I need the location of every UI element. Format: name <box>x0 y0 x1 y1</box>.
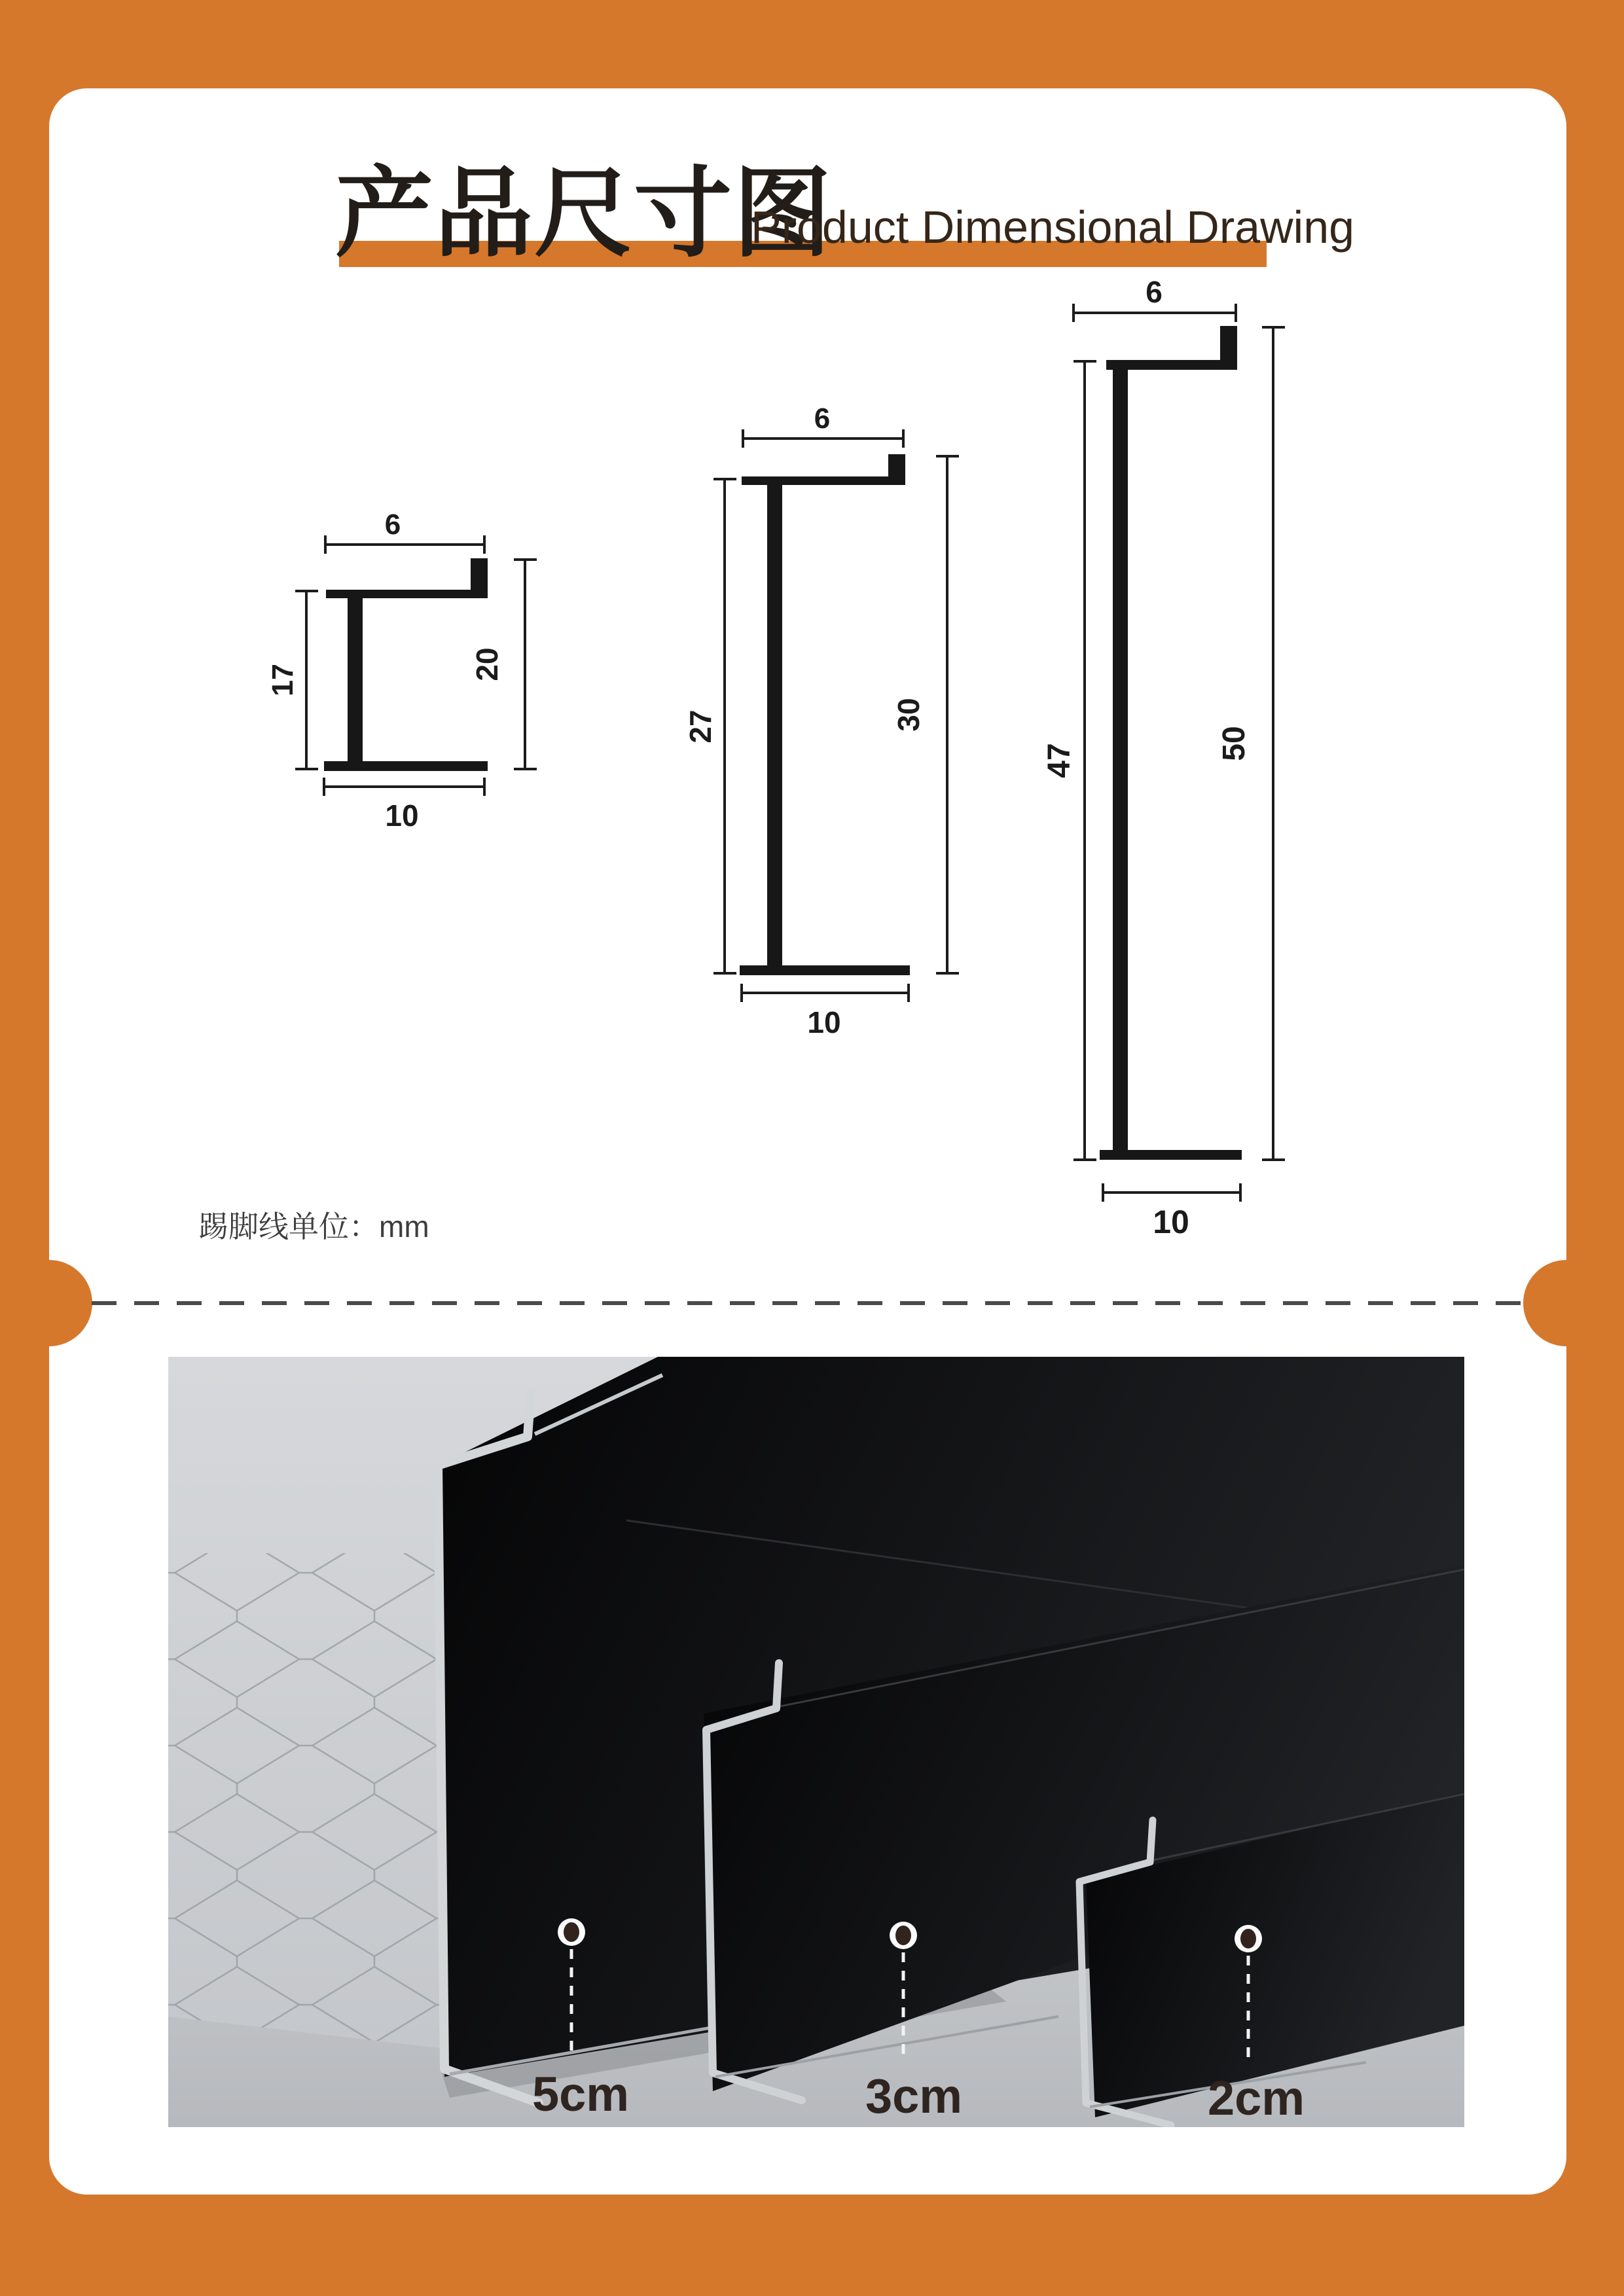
profile-top-flange <box>742 476 905 485</box>
dim-base-width: 10 <box>1153 1204 1189 1240</box>
page-title-chinese: 产品尺寸图 <box>335 158 833 268</box>
dim-total-height: 30 <box>892 698 926 732</box>
photo-wallpaper-pattern <box>168 1553 450 2057</box>
profile-base-flange <box>740 965 910 975</box>
profile-web <box>767 485 782 966</box>
size-label-5cm: 5cm <box>532 2067 630 2121</box>
profile-50mm-dimensions <box>1074 304 1285 1202</box>
profile-top-lip <box>888 454 905 485</box>
marker-dot <box>1240 1929 1256 1948</box>
profile-top-flange <box>326 590 488 598</box>
page-title-english: Product Dimensional Drawing <box>751 202 1355 253</box>
dim-top-width: 6 <box>814 403 831 435</box>
unit-note: 踢脚线单位：mm <box>198 1210 429 1244</box>
dim-base-width: 10 <box>385 798 419 833</box>
profile-top-flange <box>1106 360 1237 370</box>
profile-top-lip <box>471 558 488 598</box>
profile-base-flange <box>324 761 488 771</box>
marker-dot <box>564 1922 579 1942</box>
profile-drawing-20mm <box>324 558 488 771</box>
dim-total-height: 50 <box>1217 726 1252 761</box>
profile-web <box>348 598 363 762</box>
dim-top-width: 6 <box>384 509 401 541</box>
dim-top-width: 6 <box>1146 275 1163 309</box>
dim-web-height: 17 <box>266 663 299 697</box>
marker-dot <box>895 1926 911 1945</box>
dashed-divider <box>0 1283 1624 1323</box>
size-label-2cm: 2cm <box>1207 2071 1305 2125</box>
dim-web-height: 27 <box>683 709 717 744</box>
dim-base-width: 10 <box>807 1005 841 1039</box>
size-label-3cm: 3cm <box>865 2069 963 2123</box>
dim-total-height: 20 <box>470 647 504 681</box>
profile-web <box>1113 370 1128 1150</box>
product-photo <box>168 1357 1464 2127</box>
profile-top-lip <box>1220 326 1237 370</box>
profile-base-flange <box>1100 1150 1242 1160</box>
profile-drawing-30mm <box>740 454 910 975</box>
dim-web-height: 47 <box>1042 743 1077 778</box>
